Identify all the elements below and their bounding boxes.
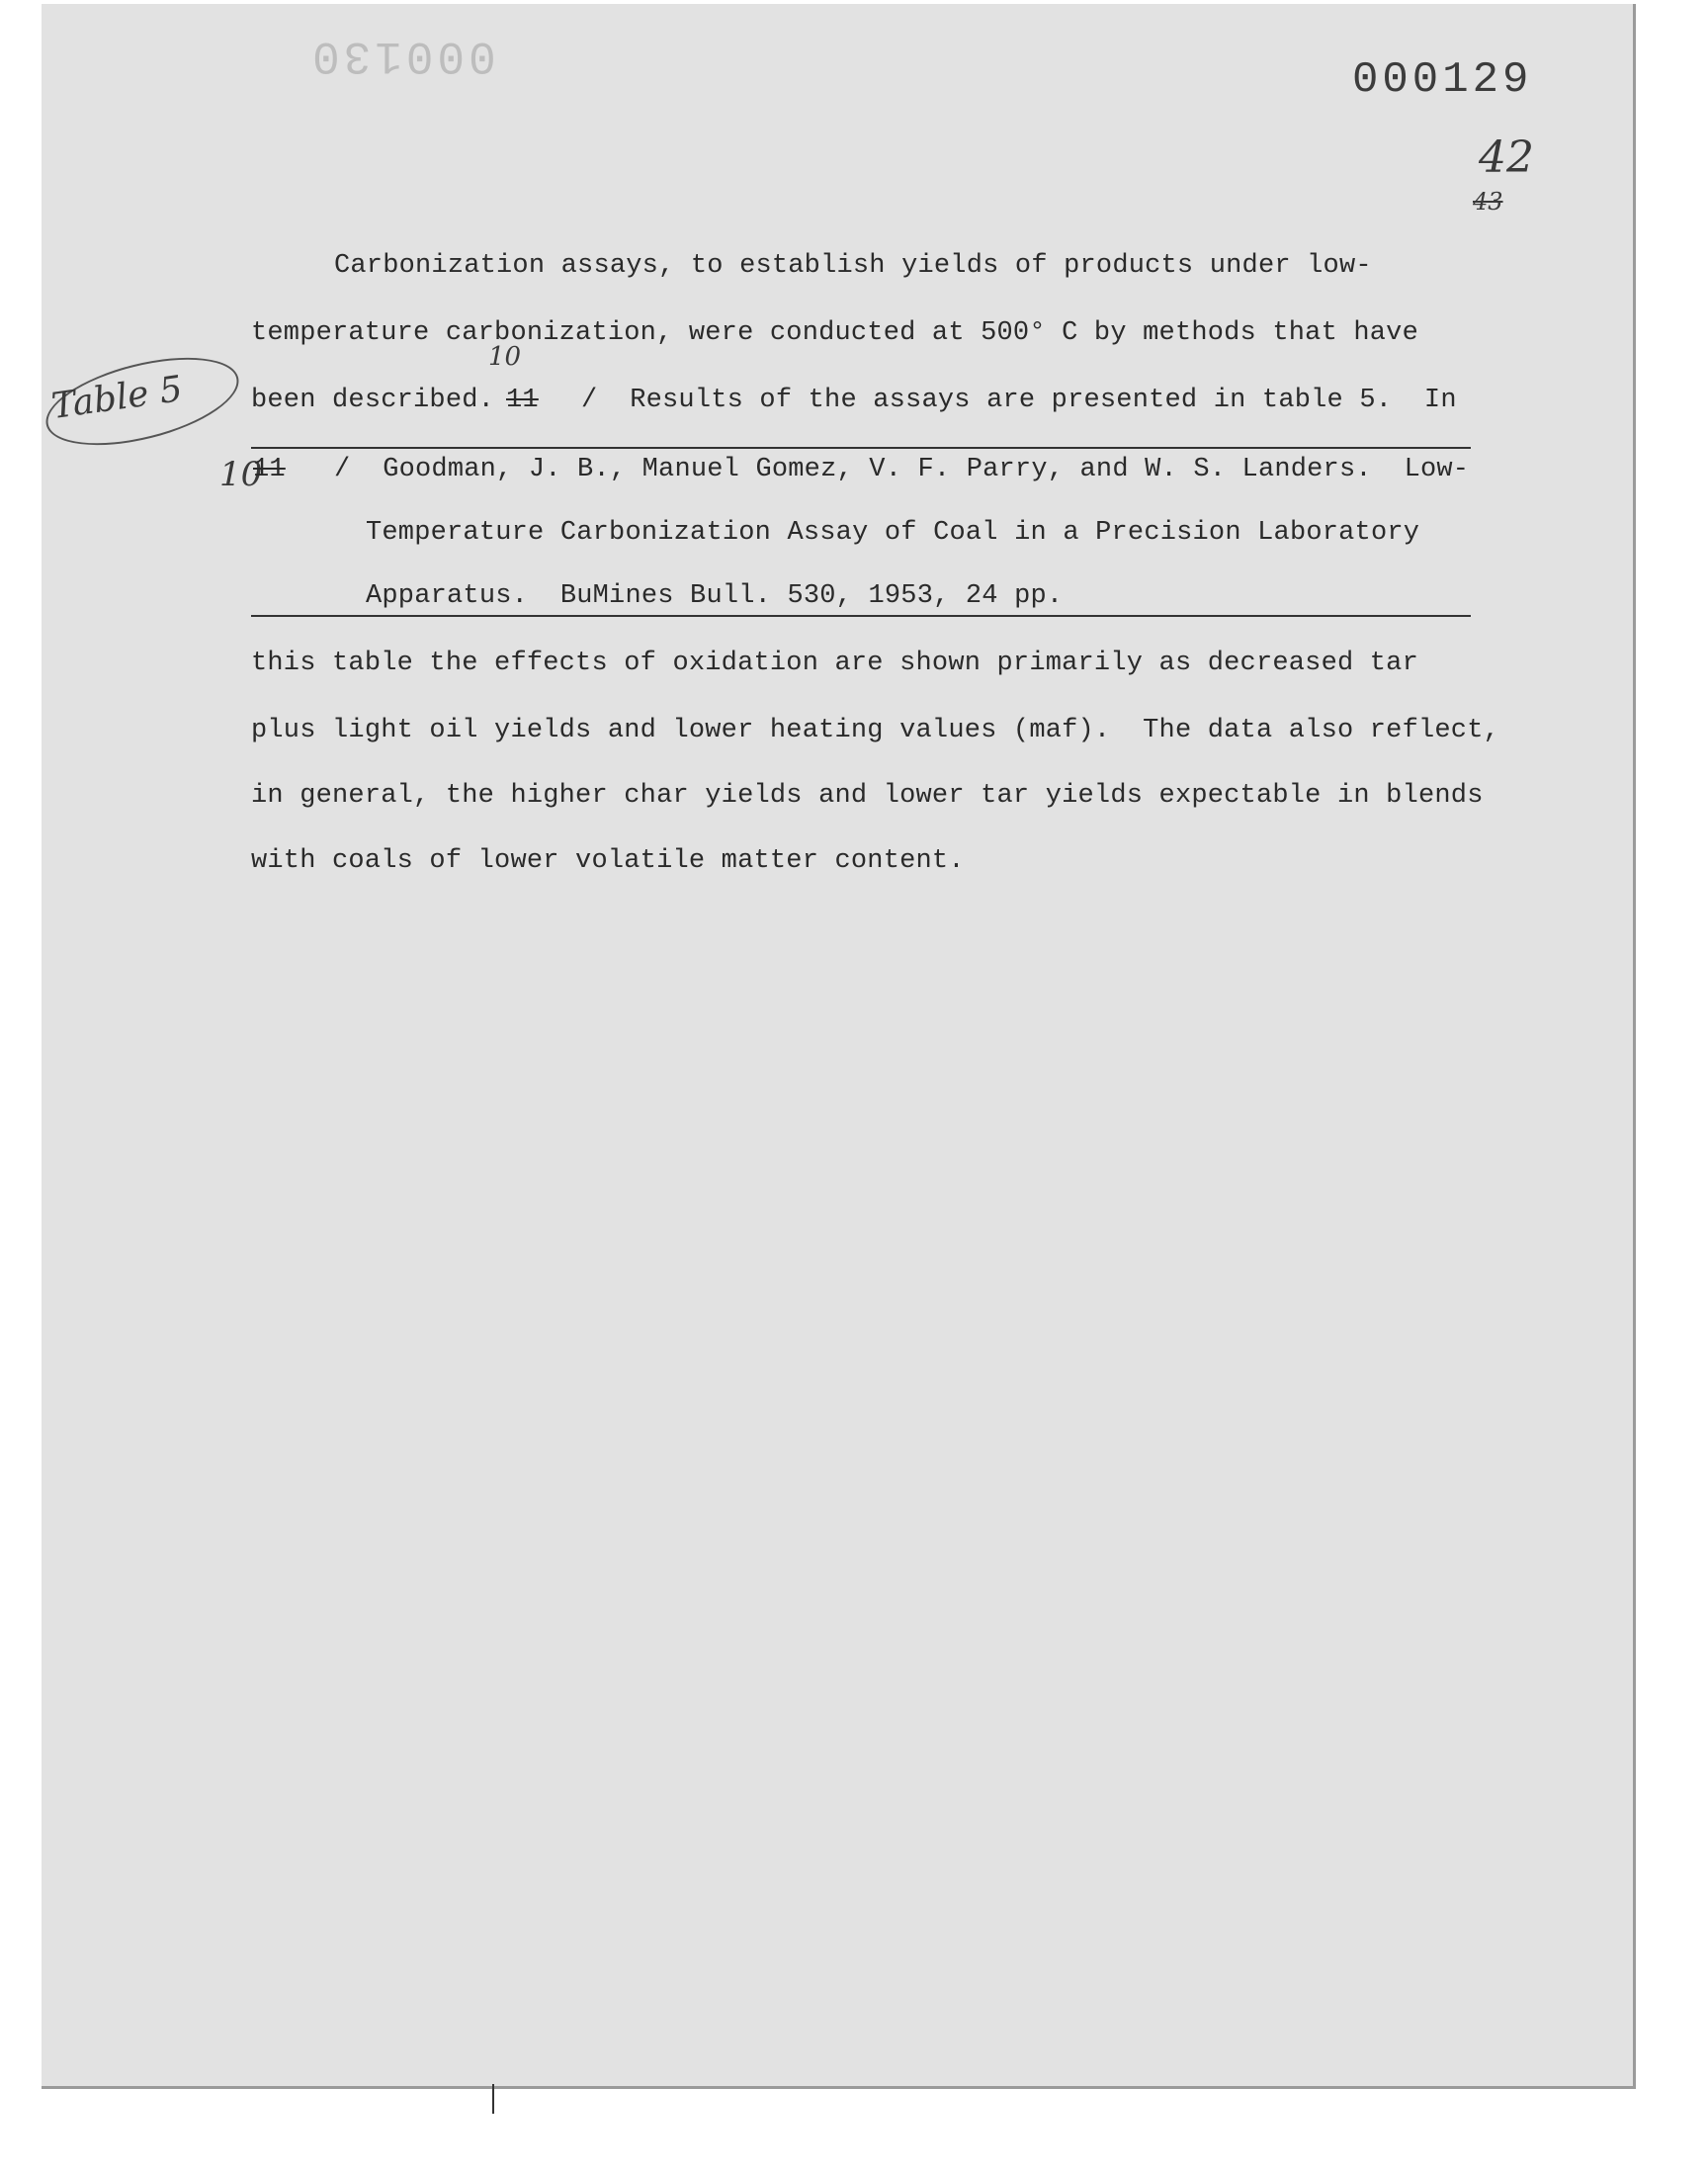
page-number-handwritten: 42 bbox=[1479, 132, 1534, 183]
paragraph-line: / Results of the assays are presented in table 5. In bbox=[581, 386, 1457, 415]
paragraph-line: with coals of lower volatile matter content. bbox=[251, 846, 965, 876]
paragraph-line: in general, the higher char yields and lower tar yields expectable in blends bbox=[251, 781, 1484, 811]
paragraph-line: Carbonization assays, to establish yields of products under low- bbox=[334, 251, 1372, 281]
footnote-number-corrected: 10 bbox=[219, 455, 263, 494]
page-number-crossed-out: 43 bbox=[1473, 188, 1503, 216]
footnote-reference-corrected: 10 bbox=[488, 342, 522, 372]
footnote-number-crossed: 11 bbox=[253, 455, 286, 484]
footnote-rule-top bbox=[251, 447, 1471, 449]
footnote-reference-crossed: 11 bbox=[506, 386, 539, 415]
paragraph-line: temperature carbonization, were conducted at 500° C by methods that have bbox=[251, 318, 1418, 348]
footnote-line: Temperature Carbonization Assay of Coal in a Precision Laboratory bbox=[366, 518, 1420, 548]
footnote-rule-bottom bbox=[251, 615, 1471, 617]
paragraph-line: plus light oil yields and lower heating values (maf). The data also reflect, bbox=[251, 716, 1500, 745]
scan-artifact-mark bbox=[492, 2084, 494, 2114]
paragraph-line: been described. bbox=[251, 386, 495, 415]
document-page bbox=[42, 4, 1636, 2089]
archive-stamp-number: 000129 bbox=[1352, 55, 1533, 105]
footnote-line: Apparatus. BuMines Bull. 530, 1953, 24 pp. bbox=[366, 581, 1064, 611]
footnote-line: / Goodman, J. B., Manuel Gomez, V. F. Parry, and W. S. Landers. Low- bbox=[334, 455, 1470, 484]
faded-stamp-number: 000130 bbox=[308, 30, 496, 81]
margin-note-table-reference: Table 5 bbox=[48, 368, 186, 428]
page-margin-bottom bbox=[0, 2096, 1708, 2175]
paragraph-line: this table the effects of oxidation are shown primarily as decreased tar bbox=[251, 649, 1418, 678]
